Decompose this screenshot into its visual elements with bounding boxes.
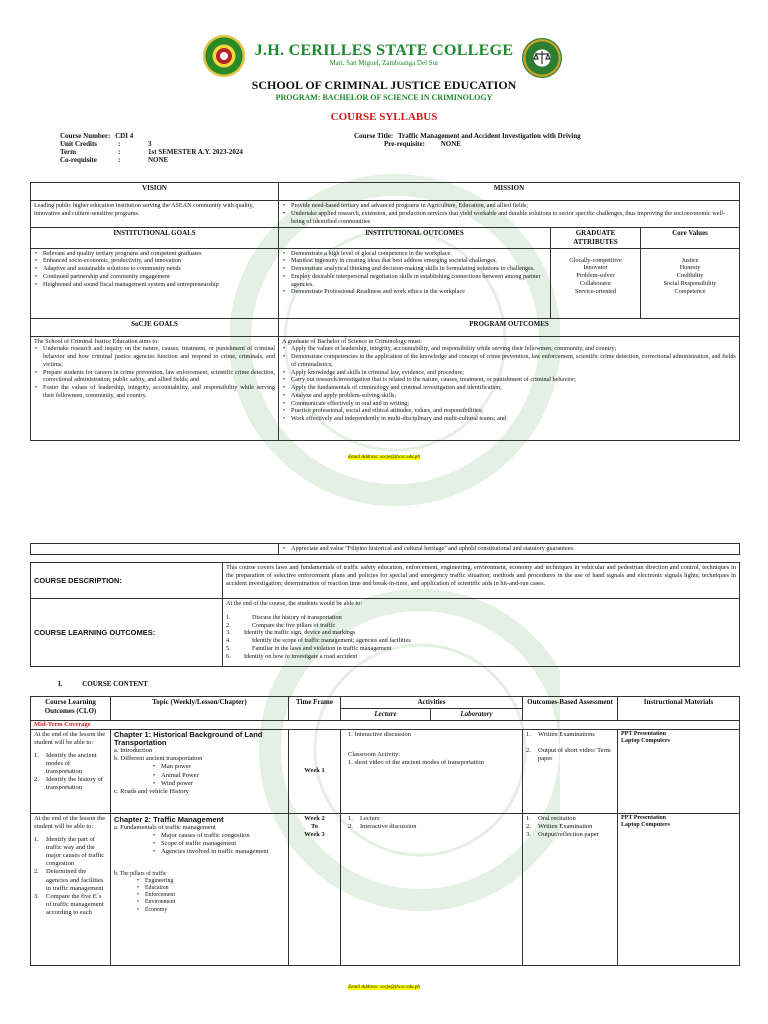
socje-goals-list <box>34 345 275 399</box>
unit-credits-value: 3 <box>148 140 152 148</box>
chapter-title: Chapter 1: Historical Background of Land Transportation <box>114 729 263 747</box>
topic-item: b. The pillars of traffic <box>114 870 167 877</box>
list-item: Credibility <box>676 272 704 279</box>
list-item: • Foster the values of leadership, integrity, accountability, and responsibility while serving their fellowmen, community, and country. <box>34 384 275 400</box>
midterm-coverage: Mid-Term Coverage <box>31 720 740 729</box>
list-item: • Appreciate and value "Filipino historical and cultural heritage" and uphold constitutional and statutory guarantees. <box>282 545 736 553</box>
section-title: COURSE CONTENT <box>82 680 148 688</box>
core-values-list <box>641 248 740 318</box>
classroom-activity-heading: Classroom Activity: <box>348 750 401 758</box>
vision-text: Leading public higher education institution serving the ASEAN community with quality, innovative and culture-sensitive programs. <box>31 201 279 228</box>
chapter-title: Chapter 2: Traffic Management <box>114 814 224 824</box>
mission-heading: MISSION <box>279 183 740 201</box>
list-item: • Work effectively and independently in multi-disciplinary and multi-cultural teams; and <box>282 415 736 423</box>
material-item: PPT Presentation <box>621 730 666 737</box>
list-item: Service-oriented <box>575 287 616 295</box>
list-item: • Carry out research/investigation that is related to the nature, causes, treatment, or punishment of criminal behavior; <box>282 376 736 384</box>
list-item: • Continued partnership and community engagement <box>34 273 275 281</box>
list-item: • Apply the values of leadership, integrity, accountability, and responsibility while serving their fellowmen, community, and country; <box>282 345 736 353</box>
core-values-heading: Core Values <box>641 228 740 249</box>
clo-intro: At the end of the lesson the student will be able to: <box>34 730 106 746</box>
list-item: • Engineering <box>136 878 285 885</box>
header-activities: Activities <box>341 697 523 709</box>
institutional-outcomes-heading: INSTITUTIONAL OUTCOMES <box>279 228 551 249</box>
topic-sublist <box>152 832 285 856</box>
list-item: • Practice professional, social and ethical attitudes, values, and responsibilities; <box>282 407 736 415</box>
college-name: J.H. CERILLES STATE COLLEGE <box>254 42 514 59</box>
coreq-colon: : <box>118 156 121 164</box>
clo-intro: At the end of the course, the students would be able to: <box>226 600 363 607</box>
list-item: • Major causes of traffic congestion <box>152 832 285 840</box>
list-item: • Economy <box>136 907 285 914</box>
header-clo: Course Learning Outcomes (CLO) <box>31 697 111 721</box>
list-item: Problem-solver <box>576 272 615 279</box>
header-instructional-materials: Instructional Materials <box>618 697 740 721</box>
list-item: • Animal Power <box>152 772 285 780</box>
list-item: Competence <box>674 287 706 295</box>
course-content-heading <box>58 680 148 689</box>
topic-sublist <box>152 763 285 787</box>
program-outcomes-heading: PROGRAM OUTCOMES <box>279 318 740 336</box>
list-item: 3. Compare the five E´s of traffic management according to each <box>34 892 104 916</box>
material-item: Laptop Computers <box>621 738 670 745</box>
list-item: • Manifest ingenuity in creating ideas that best address emerging societal challenges. <box>282 257 547 265</box>
list-item: • Enforcement <box>136 892 285 899</box>
lecture-list <box>344 815 519 831</box>
clo-intro: At the end of the lesson the student will be able to: <box>34 814 106 830</box>
list-item: • Wind power <box>152 780 285 788</box>
list-item: • Demonstrate competencies in the application of the knowledge and concept of crime prevention, law enforcement, scientific crime detection, correctional administration, and fields of criminalistics; <box>282 353 736 369</box>
program-name: PROGRAM: BACHELOR OF SCIENCE IN CRIMINOLOGY <box>275 93 493 102</box>
list-item: • Analyze and apply problem-solving skills; <box>282 392 736 400</box>
list-item: • Agencies involved in traffic management <box>152 848 285 856</box>
oba-list <box>526 731 614 763</box>
course-number-label: Course Number: <box>60 132 111 140</box>
section-number: I. <box>58 680 63 688</box>
list-item: 5. Familiar in the laws and violation in traffic management <box>226 644 392 652</box>
list-item: Justice <box>681 256 699 264</box>
header-laboratory: Laboratory <box>431 708 523 720</box>
program-outcomes-intro: A graduate of Bachelor of Science in Criminology must: <box>282 337 422 345</box>
topic-item: a. Introduction <box>114 747 153 755</box>
time-frame: Week 2 To Week 3 <box>289 813 341 965</box>
oba-list <box>526 815 614 839</box>
list-item: • Education <box>136 885 285 892</box>
course-title-label: Course Title: <box>354 132 394 140</box>
graduate-attributes-heading: GRADUATE ATTRIBUTES <box>551 228 641 249</box>
socje-goals-heading: SoCJE GOALS <box>31 318 279 336</box>
clo-list <box>226 614 736 661</box>
term-value: 1st SEMESTER A.Y. 2023-2024 <box>148 148 243 156</box>
list-item: • Enhanced socio-economic, productivity, and innovation <box>34 257 275 265</box>
term-label: Term <box>60 148 77 156</box>
material-item: PPT Presentation <box>621 814 666 821</box>
list-item: 1. Identify the part of traffic way and the major causes of traffic congestion <box>34 835 105 868</box>
prereq-value: NONE <box>440 140 461 148</box>
classroom-activity-item: 1. short video of the ancient modes of transportation <box>348 758 484 766</box>
time-frame: Week 1 <box>289 729 341 813</box>
list-item: 2. Output of short video/ Term paper <box>526 746 611 762</box>
footer-email <box>0 455 768 461</box>
list-item: 2. Written Examination <box>526 822 593 830</box>
mission-list <box>282 202 736 225</box>
unit-credits-colon: : <box>118 140 121 148</box>
lecture-item: 1. Interactive discussion <box>348 730 411 738</box>
clo-list <box>34 752 107 793</box>
material-item: Laptop Computers <box>621 822 670 829</box>
list-item: • Demonstrate analytical thinking and decision-making skills in formulating solutions to challenges. <box>282 265 547 273</box>
coreq-value: NONE <box>148 156 169 164</box>
list-item: • Demonstrate Professional Readiness and work ethics in the workplace <box>282 288 547 296</box>
list-item: • Man power <box>152 763 285 771</box>
list-item: Honesty <box>679 264 701 272</box>
mission-item: • Undertake applied research, extension, and production services that yield workable and durable solutions to sector specific challenges, thus improving the socioeconomic well-being of identified communities <box>282 210 736 226</box>
list-item: 1. Lecture <box>348 814 380 822</box>
prereq-label: Pre-requisite: <box>384 140 425 148</box>
list-item: • Heightened and sound fiscal management system and entrepreneurship <box>34 281 275 289</box>
list-item: 4. Identify the scope of traffic management; agencies and facilities <box>226 637 411 644</box>
course-description-label: COURSE DESCRIPTION: <box>31 563 223 599</box>
list-item: 1. Identify the ancient modes of transportation <box>34 751 97 776</box>
list-item: • Apply the fundamentals of criminology and criminal investigation and identification; <box>282 384 736 392</box>
term-colon: : <box>118 148 121 156</box>
list-item: Innovator <box>583 264 608 272</box>
program-outcomes-list <box>282 345 736 423</box>
header-topic: Topic (Weekly/Lesson/Chapter) <box>111 697 289 721</box>
list-item: • Demonstrate a high level of glocal competence in the workplace. <box>282 250 547 258</box>
list-item: • Environment <box>136 899 285 906</box>
list-item: Collaborator <box>579 279 612 287</box>
socje-goals-intro: The School of Criminal Justice Education aims to: <box>34 337 159 345</box>
graduate-attributes-list <box>551 248 641 318</box>
list-item: • Employ desirable interpersonal negotiation skills in establishing connections between among partner agencies. <box>282 273 547 289</box>
course-description-table <box>30 562 740 667</box>
institutional-goals-heading: INSTITUTIONAL GOALS <box>31 228 279 249</box>
list-item: 2. Determined the agencies and facilities in traffic management <box>34 868 104 892</box>
list-item: • Adaptive and sustainable solutions to community needs <box>34 265 275 273</box>
list-item: • Prepare students for careers in crime prevention, law enforcement, scientific crime detection, correctional administration, public safety, and allied fields; and <box>34 369 275 385</box>
list-item: 2. Compare the five pillars of traffic <box>226 621 336 629</box>
college-address: Mati, San Miguel, Zamboanga Del Sur <box>329 59 439 67</box>
list-item: 3. Identify the traffic sign, device and markings <box>226 629 356 637</box>
clo-label: COURSE LEARNING OUTCOMES: <box>31 599 223 667</box>
unit-credits-label: Unit Credits <box>60 140 98 148</box>
list-item: Social Responsibility <box>663 279 717 287</box>
doc-title: COURSE SYLLABUS <box>330 111 438 123</box>
course-description-text: This course covers laws and fundamentals of traffic safety education, enforcement, engineering, environment, economy and techniques in vehicular and pedestrian direction and control, techniques in the preparation of selective enforcement plans and policies for special and emergency traffic situation; methods and procedures in the use of hand signals and electronic signals lights; techniques in accident investigation; determination of reaction time and break-in-time, and application of scientific aids in hit-and-run cases. <box>223 563 740 599</box>
email-text: Email Address: socje@jhcsc.edu.ph <box>348 985 420 990</box>
clo-list <box>34 836 107 917</box>
list-item: 1. Oral recitation <box>526 814 576 822</box>
mission-item: • Provide need-based tertiary and advanced programs in Agriculture, Education, and allied fields; <box>282 202 736 210</box>
course-number-value: CDI 4 <box>115 132 134 140</box>
institutional-goals-list <box>34 250 275 289</box>
vision-heading: VISION <box>31 183 279 201</box>
header-lecture: Lecture <box>341 708 431 720</box>
email-text: Email Address: socje@jhcsc.edu.ph <box>348 455 420 460</box>
list-item: 2. Interactive discussion <box>348 822 417 830</box>
topic-item: b. Different ancient transportation <box>114 755 203 763</box>
institutional-outcomes-list <box>282 250 547 297</box>
vmgo-table <box>30 182 740 441</box>
course-title-value: Traffic Management and Accident Investigation with Driving <box>397 132 581 140</box>
list-item: • Communicate effectively in oral and in writing; <box>282 400 736 408</box>
school-name: SCHOOL OF CRIMINAL JUSTICE EDUCATION <box>251 78 517 92</box>
footer-email <box>0 985 768 991</box>
topic-item: a. Fundamentals of traffic management <box>114 824 216 831</box>
list-item: • Relevant and quality tertiary programs and competent graduates <box>34 250 275 258</box>
list-item: 2. Identify the history of transportation <box>34 776 103 792</box>
topic-item: c. Roads and vehicle History <box>114 787 189 795</box>
list-item: 1. Discuss the history of transportation <box>226 613 342 621</box>
list-item: • Scope of traffic management <box>152 840 285 848</box>
header-time-frame: Time Frame <box>289 697 341 721</box>
header-oba: Outcomes-Based Assessment <box>523 697 618 721</box>
topic-sublist <box>136 878 285 914</box>
list-item: 1. Written Examinations <box>526 730 595 738</box>
coreq-label: Co-requisite <box>60 156 97 164</box>
course-content-table <box>30 696 740 966</box>
list-item: 3. Output/reflection paper <box>526 830 599 838</box>
program-outcomes-continuation <box>30 543 740 555</box>
list-item: • Undertake research and inquiry on the nature, causes, treatment, or punishment of criminal behavior and how criminal justice agencies function and respond to crime, criminals, and victims; <box>34 345 275 368</box>
list-item: Glocally-competitive <box>569 256 622 264</box>
list-item: • Apply knowledge and skills in criminal law, evidence, and procedure; <box>282 369 736 377</box>
list-item: 6. Identify on how to investigate a road accident <box>226 652 358 660</box>
